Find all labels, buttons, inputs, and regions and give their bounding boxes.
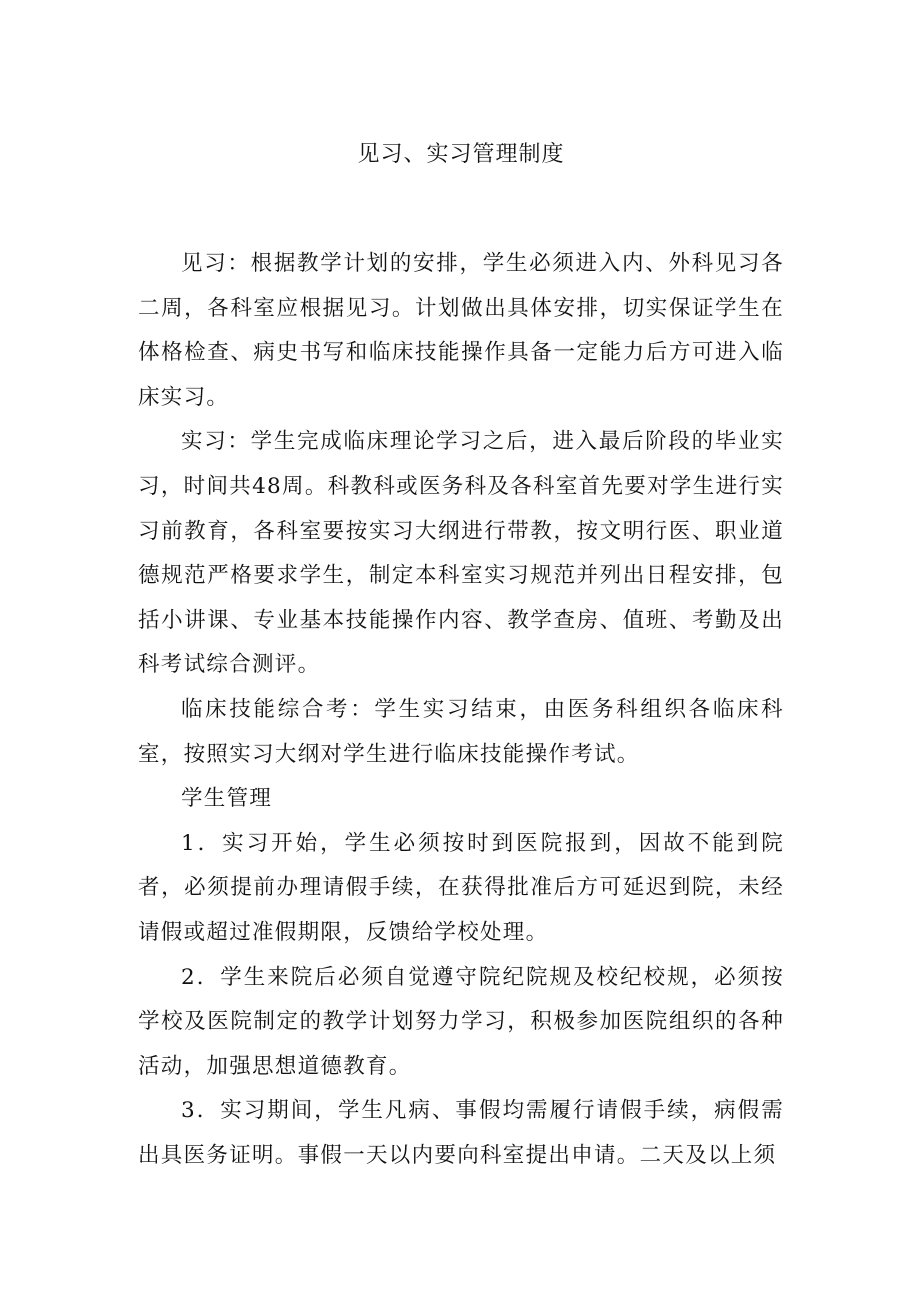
paragraph-rule-2: 2．学生来院后必须自觉遵守院纪院规及校纪校规，必须按学校及医院制定的教学计划努力学习，积极参加医院组织的各种活动，加强思想道德教育。 <box>138 964 784 1079</box>
section-heading-student-management: 学生管理 <box>181 786 273 812</box>
paragraph-rule-1: 1．实习开始，学生必须按时到医院报到，因故不能到院者，必须提前办理请假手续，在获得批准后方可延迟到院，未经请假或超过准假期限，反馈给学校处理。 <box>138 830 784 945</box>
paragraph-clinical-exam: 临床技能综合考：学生实习结束，由医务科组织各临床科室，按照实习大纲对学生进行临床技能操作考试。 <box>138 696 784 767</box>
document-title: 见习、实习管理制度 <box>357 142 565 167</box>
paragraph-jianxi: 见习：根据教学计划的安排，学生必须进入内、外科见习各二周，各科室应根据见习。计划做出具体安排，切实保证学生在体格检查、病史书写和临床技能操作具备一定能力后方可进入临床实习。 <box>138 251 784 410</box>
paragraph-rule-3: 3．实习期间，学生凡病、事假均需履行请假手续，病假需出具医务证明。事假一天以内要向科室提出申请。二天及以上须 <box>138 1098 784 1168</box>
paragraph-shixi: 实习：学生完成临床理论学习之后，进入最后阶段的毕业实习，时间共48周。科教科或医务科及各科室首先要对学生进行实习前教育，各科室要按实习大纲进行带教，按文明行医、职业道德规范严格要求学生，制定本科室实习规范并列出日程安排，包括小讲课、专业基本技能操作内容、教学查房、值班、考勤及出科考试综合测评。 <box>138 429 784 678</box>
